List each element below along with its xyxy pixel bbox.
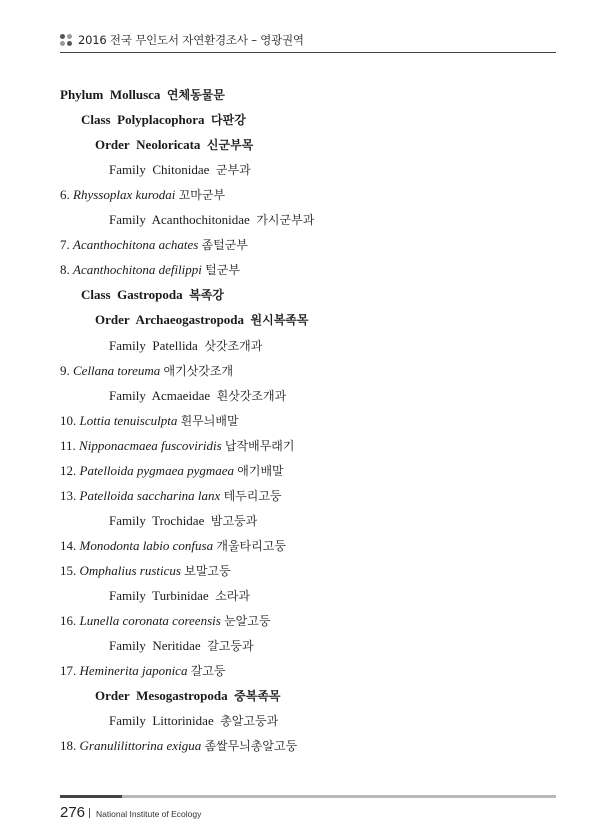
species-entry — [60, 234, 248, 256]
family-heading — [109, 209, 314, 231]
footer-rule — [60, 795, 556, 798]
korean-name: 총알고둥과 — [220, 714, 279, 729]
scientific-name: Lottia tenuisculpta — [79, 412, 178, 428]
korean-name: 털군부 — [205, 263, 240, 278]
species-number: 10. — [60, 412, 77, 428]
taxon-name: Littorinidae — [152, 713, 214, 729]
species-entry — [60, 259, 240, 281]
species-number: 14. — [60, 537, 77, 553]
korean-name: 중복족목 — [234, 689, 281, 704]
scientific-name: Acanthochitona achates — [73, 237, 199, 253]
family-heading — [109, 159, 251, 181]
rank-label: Family — [109, 162, 146, 178]
species-number: 17. — [60, 663, 77, 679]
species-number: 16. — [60, 613, 77, 629]
species-entry — [60, 735, 297, 757]
korean-name: 좀쌀무늬총알고둥 — [204, 739, 298, 754]
species-entry — [60, 560, 231, 582]
species-entry — [60, 410, 239, 432]
korean-name: 좀털군부 — [201, 238, 248, 253]
rank-label: Family — [109, 512, 146, 528]
korean-name: 애기삿갓조개 — [163, 363, 234, 378]
species-entry — [60, 660, 226, 682]
taxon-name: Chitonidae — [152, 162, 210, 178]
korean-name: 납작배무래기 — [224, 438, 295, 453]
korean-name: 소라과 — [215, 589, 250, 603]
korean-name: 흰무늬배말 — [180, 413, 239, 428]
species-number: 7. — [60, 237, 70, 253]
page-number: 276 — [60, 804, 86, 821]
scientific-name: Heminerita japonica — [79, 663, 188, 679]
species-number: 11. — [60, 437, 76, 453]
species-number: 8. — [60, 262, 70, 278]
header-rule — [60, 52, 556, 53]
scientific-name: Cellana toreuma — [73, 362, 161, 378]
korean-name: 군부과 — [215, 163, 251, 178]
korean-name: 원시복족목 — [250, 313, 309, 328]
rank-label: Family — [109, 713, 146, 729]
scientific-name: Lunella coronata coreensis — [79, 613, 221, 629]
rank-label: Family — [109, 387, 146, 403]
family-heading — [109, 510, 257, 532]
family-heading — [109, 635, 254, 657]
species-number: 9. — [60, 362, 70, 378]
korean-name: 다판강 — [211, 113, 246, 128]
korean-name: 눈알고둥 — [224, 614, 271, 629]
footer-organization: National Institute of Ecology — [96, 809, 202, 819]
korean-name: 삿갓조개과 — [204, 338, 263, 353]
order-heading — [95, 309, 309, 331]
phylum-heading — [60, 84, 225, 106]
scientific-name: Monodonta labio confusa — [79, 537, 214, 553]
rank-label: Order — [95, 312, 130, 328]
order-heading — [95, 134, 253, 156]
rank-label: Order — [95, 688, 130, 704]
taxon-name: Trochidae — [152, 512, 205, 528]
taxon-name: Patellida — [152, 337, 198, 353]
korean-name: 꼬마군부 — [178, 188, 226, 203]
korean-name: 복족강 — [189, 288, 224, 303]
species-number: 15. — [60, 562, 77, 578]
rank-label: Family — [109, 638, 146, 654]
dots-icon — [60, 34, 73, 47]
family-heading — [109, 335, 262, 357]
class-heading — [81, 109, 246, 131]
korean-name: 신군부목 — [206, 138, 254, 153]
taxon-name: Polyplacophora — [117, 112, 205, 128]
footer-separator — [89, 808, 90, 818]
order-heading — [95, 685, 281, 707]
class-heading — [81, 284, 224, 306]
scientific-name: Nipponacmaea fuscoviridis — [79, 437, 222, 453]
species-entry — [60, 184, 225, 206]
species-number: 6. — [60, 187, 70, 203]
rank-label: Class — [81, 112, 111, 128]
taxon-name: Neoloricata — [136, 137, 201, 153]
korean-name: 갈고둥과 — [207, 639, 254, 654]
rank-label: Order — [95, 137, 130, 153]
korean-name: 보말고둥 — [184, 563, 231, 578]
korean-name: 가시군부과 — [256, 213, 315, 228]
rank-label: Family — [109, 337, 146, 353]
korean-name: 갈고둥 — [190, 664, 226, 679]
scientific-name: Omphalius rusticus — [79, 562, 181, 578]
species-number: 13. — [60, 487, 77, 503]
running-header — [60, 31, 556, 51]
family-heading — [109, 710, 278, 732]
rank-label: Phylum — [60, 87, 104, 102]
taxon-name: Mesogastropoda — [136, 688, 228, 704]
korean-name: 개울타리고둥 — [216, 538, 286, 553]
species-entry — [60, 460, 284, 482]
korean-name: 밤고둥과 — [210, 513, 258, 528]
taxon-name: Neritidae — [152, 638, 201, 654]
korean-name: 흰삿갓조개과 — [216, 388, 287, 403]
species-entry — [60, 535, 286, 557]
taxon-name: Gastropoda — [117, 287, 183, 303]
species-entry — [60, 360, 233, 382]
taxon-name: Acmaeidae — [151, 387, 211, 403]
scientific-name: Acanthochitona defilippi — [73, 262, 202, 278]
family-heading — [109, 585, 250, 607]
rank-label: Family — [109, 588, 146, 603]
species-number: 18. — [60, 738, 77, 754]
scientific-name: Granulilittorina exigua — [79, 738, 202, 754]
species-entry — [60, 435, 294, 457]
rank-label: Family — [109, 212, 146, 228]
rank-label: Class — [81, 287, 111, 303]
scientific-name: Patelloida saccharina lanx — [79, 487, 221, 503]
taxon-name: Acanthochitonidae — [151, 212, 250, 228]
header-title: 2016 전국 무인도서 자연환경조사 – 영광권역 — [78, 33, 304, 47]
korean-name: 애기배말 — [237, 463, 284, 478]
species-entry — [60, 610, 270, 632]
species-number: 12. — [60, 462, 77, 478]
taxon-name: Mollusca — [109, 87, 161, 102]
scientific-name: Patelloida pygmaea pygmaea — [79, 462, 235, 478]
scientific-name: Rhyssoplax kurodai — [73, 187, 176, 203]
species-entry — [60, 485, 282, 507]
family-heading — [109, 385, 286, 407]
korean-name: 테두리고둥 — [223, 488, 282, 503]
korean-name: 연체동물문 — [166, 88, 225, 102]
taxon-name: Archaeogastropoda — [135, 312, 245, 328]
taxon-name: Turbinidae — [152, 588, 209, 603]
